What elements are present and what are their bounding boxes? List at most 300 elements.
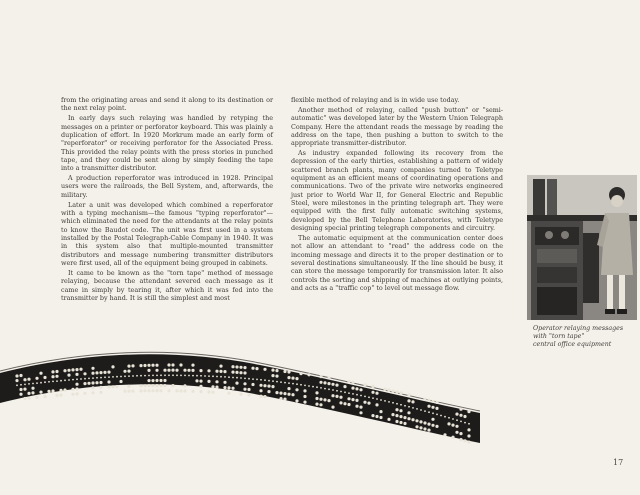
tape-code-hole <box>415 419 418 422</box>
tape-code-hole <box>367 402 370 405</box>
tape-code-hole <box>155 379 158 382</box>
tape-code-hole <box>395 408 398 411</box>
tape-code-hole <box>271 374 274 377</box>
tape-feed-hole <box>276 381 278 383</box>
tape-feed-hole <box>360 395 362 397</box>
tape-code-hole <box>287 387 290 390</box>
tape-code-hole <box>359 406 362 409</box>
tape-code-hole <box>35 377 38 380</box>
tape-feed-hole <box>272 380 274 382</box>
tape-code-hole <box>151 384 154 387</box>
tape-code-hole <box>147 369 150 372</box>
tape-feed-hole <box>328 388 330 390</box>
tape-code-hole <box>455 413 458 416</box>
tape-feed-hole <box>136 375 138 377</box>
tape-code-hole <box>47 390 50 393</box>
tape-code-hole <box>247 388 250 391</box>
tape-feed-hole <box>468 423 470 425</box>
tape-code-hole <box>103 371 106 374</box>
tape-code-hole <box>467 434 470 437</box>
tape-code-hole <box>403 422 406 425</box>
tape-feed-hole <box>36 382 38 384</box>
tape-code-hole <box>191 390 194 393</box>
tape-code-hole <box>71 368 74 371</box>
tape-feed-hole <box>236 377 238 379</box>
tape-feed-hole <box>64 379 66 381</box>
tape-code-hole <box>107 385 110 388</box>
tape-feed-hole <box>312 386 314 388</box>
tape-code-hole <box>191 364 194 367</box>
tape-feed-hole <box>256 379 258 381</box>
tape-code-hole <box>391 413 394 416</box>
tape-code-hole <box>211 385 214 388</box>
tape-code-hole <box>319 403 322 406</box>
tape-code-hole <box>83 382 86 385</box>
tape-code-hole <box>159 384 162 387</box>
tape-code-hole <box>55 394 58 397</box>
tape-feed-hole <box>148 375 150 377</box>
tape-code-hole <box>75 387 78 390</box>
tape-code-hole <box>279 392 282 395</box>
tape-feed-hole <box>348 392 350 394</box>
tape-code-hole <box>435 425 438 428</box>
tape-code-hole <box>127 370 130 373</box>
tape-code-hole <box>67 374 70 377</box>
tape-code-hole <box>215 386 218 389</box>
tape-code-hole <box>111 365 114 368</box>
tape-code-hole <box>131 364 134 367</box>
tape-code-hole <box>23 397 26 400</box>
tape-code-hole <box>403 416 406 419</box>
tape-feed-hole <box>212 375 214 377</box>
tape-code-hole <box>31 391 34 394</box>
tape-code-hole <box>159 389 162 392</box>
tape-feed-hole <box>140 375 142 377</box>
tape-code-hole <box>27 378 30 381</box>
tape-code-hole <box>323 381 326 384</box>
tape-code-hole <box>467 410 470 413</box>
tape-code-hole <box>151 389 154 392</box>
tape-code-hole <box>59 394 62 397</box>
tape-feed-hole <box>408 406 410 408</box>
tape-code-hole <box>407 393 410 396</box>
tape-feed-hole <box>176 374 178 376</box>
tape-code-hole <box>263 395 266 398</box>
tape-code-hole <box>143 364 146 367</box>
tape-code-hole <box>319 398 322 401</box>
tape-code-hole <box>83 372 86 375</box>
tape-code-hole <box>43 395 46 398</box>
tape-code-hole <box>243 366 246 369</box>
tape-code-hole <box>147 384 150 387</box>
tape-code-hole <box>139 384 142 387</box>
tape-code-hole <box>243 371 246 374</box>
tape-code-hole <box>19 388 22 391</box>
tape-code-hole <box>231 365 234 368</box>
tape-feed-hole <box>168 374 170 376</box>
tape-code-hole <box>415 425 418 428</box>
tape-code-hole <box>423 427 426 430</box>
tape-code-hole <box>275 391 278 394</box>
tape-code-hole <box>295 388 298 391</box>
tape-code-hole <box>355 387 358 390</box>
tape-code-hole <box>431 424 434 427</box>
tape-code-hole <box>63 369 66 372</box>
tape-code-hole <box>443 433 446 436</box>
tape-feed-hole <box>132 375 134 377</box>
tape-code-hole <box>271 385 274 388</box>
tape-feed-hole <box>184 375 186 377</box>
page-number: 17 <box>613 458 624 467</box>
tape-code-hole <box>259 384 262 387</box>
tape-code-hole <box>467 441 470 444</box>
tape-feed-hole <box>232 377 234 379</box>
tape-code-hole <box>199 385 202 388</box>
tape-code-hole <box>351 381 354 384</box>
tape-feed-hole <box>108 376 110 378</box>
tape-code-hole <box>467 428 470 431</box>
tape-code-hole <box>75 373 78 376</box>
tape-code-hole <box>95 371 98 374</box>
tape-code-hole <box>339 401 342 404</box>
tape-code-hole <box>291 393 294 396</box>
tape-feed-hole <box>204 375 206 377</box>
tape-code-hole <box>171 369 174 372</box>
tape-feed-hole <box>432 412 434 414</box>
tape-feed-hole <box>436 414 438 416</box>
tape-feed-hole <box>340 391 342 393</box>
tape-code-hole <box>159 379 162 382</box>
tape-code-hole <box>287 376 290 379</box>
tape-code-hole <box>335 384 338 387</box>
tape-feed-hole <box>100 377 102 379</box>
tape-feed-hole <box>128 375 130 377</box>
tape-code-hole <box>399 409 402 412</box>
tape-feed-hole <box>332 389 334 391</box>
tape-code-hole <box>427 429 430 432</box>
tape-feed-hole <box>304 385 306 387</box>
tape-code-hole <box>215 380 218 383</box>
tape-feed-hole <box>60 380 62 382</box>
tape-code-hole <box>111 385 114 388</box>
tape-code-hole <box>167 363 170 366</box>
tape-code-hole <box>63 388 66 391</box>
tape-code-hole <box>67 369 70 372</box>
tape-code-hole <box>55 375 58 378</box>
tape-code-hole <box>251 383 254 386</box>
tape-code-hole <box>143 384 146 387</box>
tape-code-hole <box>359 411 362 414</box>
tape-code-hole <box>27 392 30 395</box>
tape-code-hole <box>267 385 270 388</box>
tape-feed-hole <box>240 377 242 379</box>
operator-photo-illustration <box>527 175 637 320</box>
tape-code-hole <box>399 421 402 424</box>
tape-code-hole <box>75 392 78 395</box>
tape-code-hole <box>319 381 322 384</box>
tape-code-hole <box>175 389 178 392</box>
tape-code-hole <box>395 420 398 423</box>
tape-code-hole <box>463 439 466 442</box>
tape-feed-hole <box>164 374 166 376</box>
tape-code-hole <box>327 399 330 402</box>
tape-code-hole <box>411 418 414 421</box>
tape-code-hole <box>171 384 174 387</box>
tape-code-hole <box>99 371 102 374</box>
tape-feed-hole <box>452 418 454 420</box>
tape-feed-hole <box>40 382 42 384</box>
tape-code-hole <box>371 385 374 388</box>
tape-feed-hole <box>248 378 250 380</box>
tape-feed-hole <box>156 375 158 377</box>
tape-feed-hole <box>96 377 98 379</box>
tape-code-hole <box>299 372 302 375</box>
left-text-column <box>61 96 273 304</box>
tape-code-hole <box>287 370 290 373</box>
tape-code-hole <box>223 381 226 384</box>
tape-code-hole <box>51 389 54 392</box>
tape-code-hole <box>375 403 378 406</box>
tape-code-hole <box>91 391 94 394</box>
tape-feed-hole <box>296 383 298 385</box>
tape-code-hole <box>399 391 402 394</box>
tape-code-hole <box>223 386 226 389</box>
tape-code-hole <box>419 426 422 429</box>
tape-code-hole <box>347 397 350 400</box>
tape-code-hole <box>303 389 306 392</box>
tape-feed-hole <box>88 378 90 380</box>
tape-feed-hole <box>368 396 370 398</box>
tape-code-hole <box>95 381 98 384</box>
tape-feed-hole <box>320 387 322 389</box>
tape-code-hole <box>295 377 298 380</box>
tape-code-hole <box>347 380 350 383</box>
tape-code-hole <box>335 395 338 398</box>
tape-code-hole <box>375 392 378 395</box>
tape-code-hole <box>191 369 194 372</box>
tape-code-hole <box>75 383 78 386</box>
tape-code-hole <box>219 370 222 373</box>
tape-code-hole <box>143 389 146 392</box>
tape-code-hole <box>455 431 458 434</box>
tape-code-hole <box>459 438 462 441</box>
tape-code-hole <box>355 405 358 408</box>
tape-code-hole <box>83 392 86 395</box>
tape-code-hole <box>235 365 238 368</box>
tape-code-hole <box>271 369 274 372</box>
tape-code-hole <box>427 405 430 408</box>
tape-code-hole <box>355 399 358 402</box>
tape-code-hole <box>407 417 410 420</box>
tape-code-hole <box>215 370 218 373</box>
photo-caption <box>533 325 633 349</box>
tape-code-hole <box>51 370 54 373</box>
paragraph: from the originating areas and send it along to its destination or the next relay point. <box>61 96 273 113</box>
tape-feed-hole <box>324 388 326 390</box>
tape-feed-hole <box>420 409 422 411</box>
tape-feed-hole <box>112 376 114 378</box>
tape-code-hole <box>235 371 238 374</box>
tape-code-hole <box>331 394 334 397</box>
tape-code-hole <box>267 390 270 393</box>
tape-code-hole <box>223 370 226 373</box>
tape-code-hole <box>239 371 242 374</box>
tape-feed-hole <box>172 374 174 376</box>
tape-feed-hole <box>456 419 458 421</box>
tape-code-hole <box>451 436 454 439</box>
tape-code-hole <box>331 406 334 409</box>
tape-code-hole <box>91 367 94 370</box>
tape-feed-hole <box>92 377 94 379</box>
tape-code-hole <box>207 369 210 372</box>
tape-code-hole <box>431 400 434 403</box>
tape-feed-hole <box>220 376 222 378</box>
tape-feed-hole <box>364 396 366 398</box>
tape-code-hole <box>15 374 18 377</box>
paragraph: A production reperforator was introduced in 1928. Principal users were the railroads, the Bell System, and, afterwards, the military. <box>61 174 273 199</box>
tape-code-hole <box>295 399 298 402</box>
tape-code-hole <box>283 398 286 401</box>
tape-code-hole <box>23 378 26 381</box>
tape-code-hole <box>199 369 202 372</box>
tape-code-hole <box>447 422 450 425</box>
tape-code-hole <box>183 389 186 392</box>
tape-code-hole <box>347 403 350 406</box>
tape-code-hole <box>139 364 142 367</box>
tape-code-hole <box>263 368 266 371</box>
paragraph: Later a unit was developed which combined a reperforator with a typing mechanism—the famous "typing reperforator"—which eliminated the need for the attendants at the relay points to know the Baudot code. The unit was first used in a system installed by the Postal Telegraph-Cable Company in 1940. It was in this system also that multiple-mounted transmitter distributors and message numbering transmitter distributors were first used, all of the equipment being grouped in cabinets. <box>61 200 273 268</box>
tape-feed-hole <box>268 380 270 382</box>
tape-feed-hole <box>160 374 162 376</box>
tape-code-hole <box>251 367 254 370</box>
tape-code-hole <box>363 383 366 386</box>
tape-feed-hole <box>44 381 46 383</box>
tape-code-hole <box>231 387 234 390</box>
tape-code-hole <box>235 382 238 385</box>
tape-code-hole <box>411 400 414 403</box>
tape-code-hole <box>23 388 26 391</box>
tape-feed-hole <box>228 376 230 378</box>
tape-code-hole <box>407 399 410 402</box>
tape-code-hole <box>327 376 330 379</box>
tape-code-hole <box>51 375 54 378</box>
tape-feed-hole <box>144 375 146 377</box>
tape-feed-hole <box>336 390 338 392</box>
caption-line: Operator relaying messages with "torn tape" <box>533 325 624 340</box>
tape-code-hole <box>155 369 158 372</box>
tape-code-hole <box>19 374 22 377</box>
tape-feed-hole <box>352 393 354 395</box>
tape-code-hole <box>131 390 134 393</box>
tape-code-hole <box>263 384 266 387</box>
tape-feed-hole <box>404 405 406 407</box>
tape-code-hole <box>287 393 290 396</box>
tape-feed-hole <box>384 400 386 402</box>
tape-code-hole <box>315 391 318 394</box>
tape-code-hole <box>391 390 394 393</box>
tape-code-hole <box>315 403 318 406</box>
tape-code-hole <box>199 380 202 383</box>
tape-feed-hole <box>24 384 26 386</box>
tape-code-hole <box>71 393 74 396</box>
tape-code-hole <box>99 391 102 394</box>
tape-code-hole <box>147 389 150 392</box>
tape-code-hole <box>399 415 402 418</box>
tape-code-hole <box>115 385 118 388</box>
tape-code-hole <box>307 373 310 376</box>
tape-code-hole <box>59 389 62 392</box>
tape-code-hole <box>207 380 210 383</box>
tape-feed-hole <box>200 375 202 377</box>
tape-code-hole <box>303 401 306 404</box>
tape-code-hole <box>123 370 126 373</box>
tape-code-hole <box>155 389 158 392</box>
tape-feed-hole <box>308 385 310 387</box>
tape-code-hole <box>107 371 110 374</box>
tape-code-hole <box>463 415 466 418</box>
tape-feed-hole <box>124 375 126 377</box>
tape-code-hole <box>247 393 250 396</box>
tape-feed-hole <box>224 376 226 378</box>
tape-code-hole <box>91 381 94 384</box>
tape-code-hole <box>455 425 458 428</box>
tape-feed-hole <box>76 378 78 380</box>
tape-code-hole <box>127 385 130 388</box>
tape-feed-hole <box>292 383 294 385</box>
tape-code-hole <box>239 366 242 369</box>
tape-code-hole <box>387 389 390 392</box>
tape-code-hole <box>339 396 342 399</box>
perforated-tape-image <box>0 335 500 455</box>
tape-code-hole <box>55 370 58 373</box>
tape-feed-hole <box>280 381 282 383</box>
tape-feed-hole <box>196 375 198 377</box>
tape-code-hole <box>75 368 78 371</box>
tape-code-hole <box>151 364 154 367</box>
tape-feed-hole <box>460 421 462 423</box>
tape-code-hole <box>275 375 278 378</box>
tape-code-hole <box>183 384 186 387</box>
tape-code-hole <box>343 385 346 388</box>
tape-code-hole <box>99 386 102 389</box>
tape-feed-hole <box>344 391 346 393</box>
tape-code-hole <box>255 367 258 370</box>
tape-code-hole <box>179 363 182 366</box>
tape-feed-hole <box>424 410 426 412</box>
tape-code-hole <box>395 390 398 393</box>
tape-code-hole <box>259 395 262 398</box>
tape-code-hole <box>359 388 362 391</box>
tape-code-hole <box>283 370 286 373</box>
paragraph: The automatic equipment at the communication center does not allow an attendant to "read" the address code on the incoming message and directs it to the proper destination or to several destinations simultaneously. If the line should be busy, it can store the message temporarily for transmission later. It also controls the sorting and shipping of machines at outlying points, and acts as a "traffic cop" to level out message flow. <box>291 234 503 293</box>
tape-code-hole <box>379 416 382 419</box>
tape-feed-hole <box>28 383 30 385</box>
right-text-column <box>291 96 503 294</box>
tape-code-hole <box>79 368 82 371</box>
tape-code-hole <box>19 393 22 396</box>
tape-code-hole <box>183 369 186 372</box>
tape-feed-hole <box>448 417 450 419</box>
tape-feed-hole <box>120 376 122 378</box>
tape-code-hole <box>239 393 242 396</box>
tape-code-hole <box>427 423 430 426</box>
paragraph: flexible method of relaying and is in wide use today. <box>291 96 460 104</box>
tape-code-hole <box>151 379 154 382</box>
tape-feed-hole <box>416 408 418 410</box>
tape-feed-hole <box>48 381 50 383</box>
tape-feed-hole <box>464 422 466 424</box>
tape-code-hole <box>279 397 282 400</box>
